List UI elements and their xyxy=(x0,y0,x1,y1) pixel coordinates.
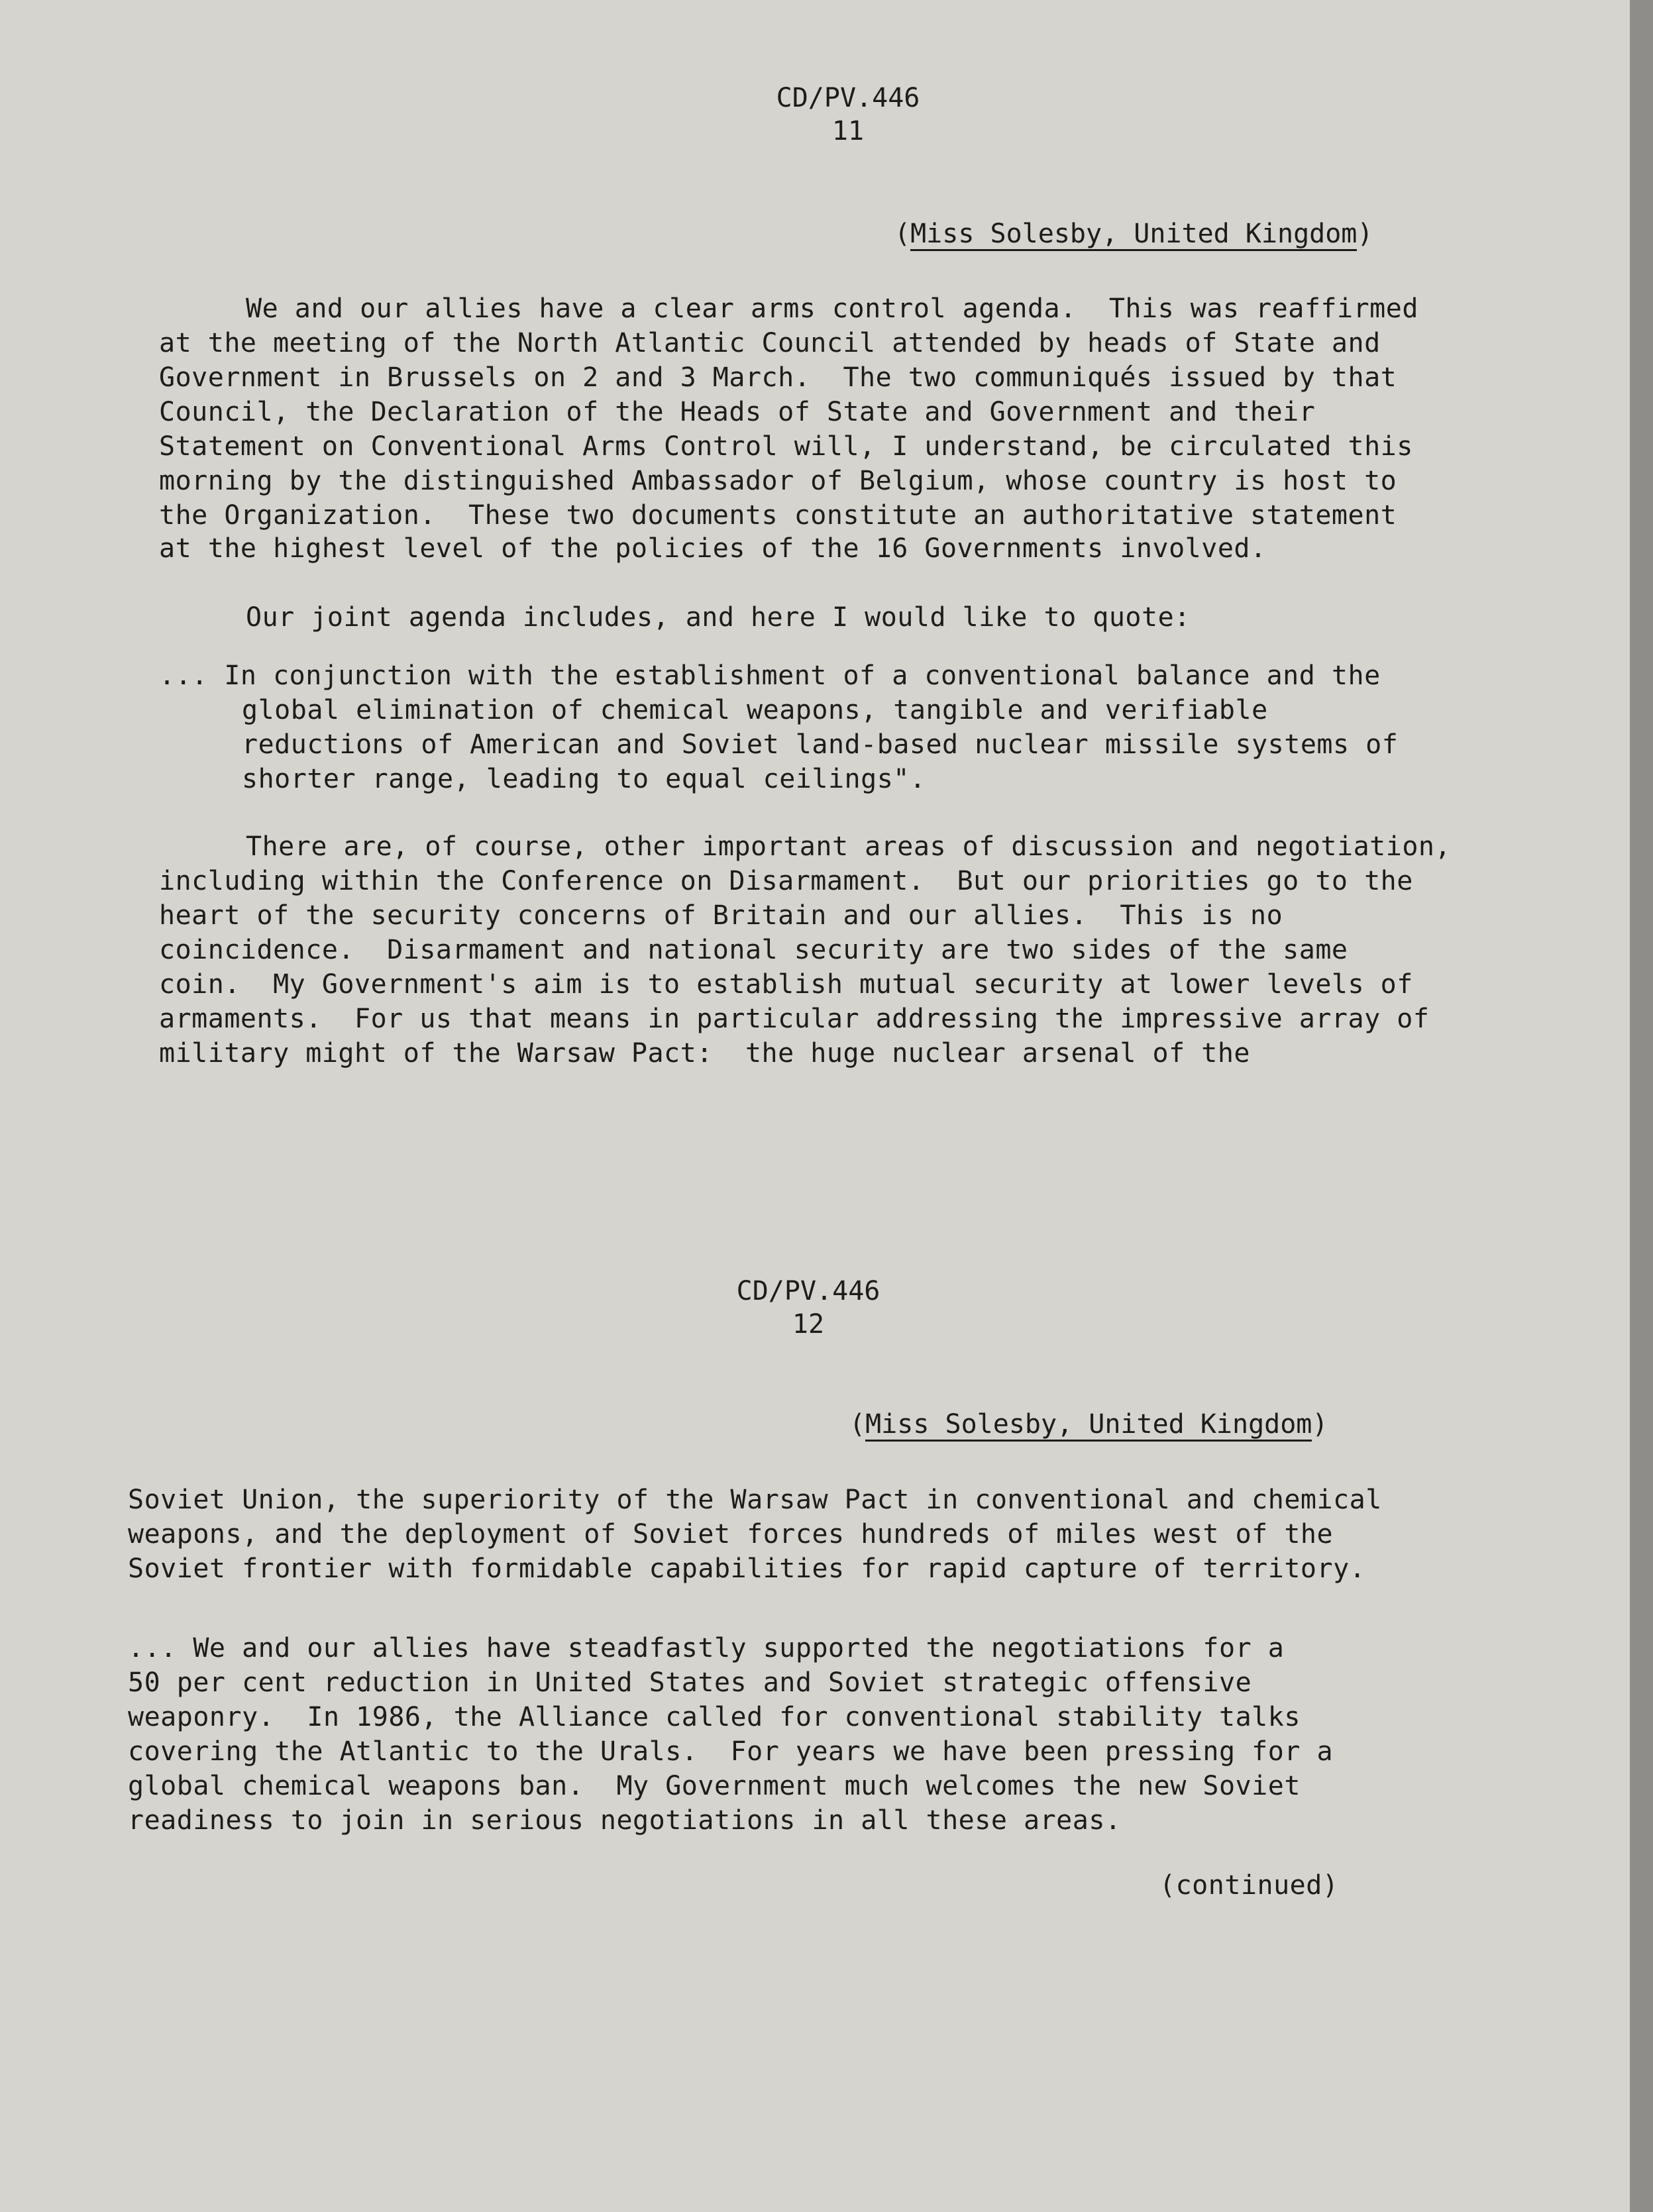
text-line: including within the Conference on Disarmament. But our priorities go to the xyxy=(159,866,1413,896)
continued-note: (continued) xyxy=(1159,1870,1339,1901)
page-number: 12 xyxy=(792,1309,825,1340)
text-line: Council, the Declaration of the Heads of State and Government and their xyxy=(159,397,1316,427)
text-line: Government in Brussels on 2 and 3 March. The two communiqués issued by that xyxy=(159,362,1397,393)
speaker-attribution: (Miss Solesby, United Kingdom) xyxy=(849,1408,1328,1441)
text-line: at the meeting of the North Atlantic Council attended by heads of State and xyxy=(159,328,1381,358)
text-line: Soviet frontier with formidable capabilities for rapid capture of territory. xyxy=(128,1554,1366,1584)
quote-line: global elimination of chemical weapons, tangible and verifiable xyxy=(242,695,1268,725)
text-line: Soviet Union, the superiority of the Warsaw Pact in conventional and chemical xyxy=(128,1485,1382,1515)
text-line: morning by the distinguished Ambassador of Belgium, whose country is host to xyxy=(159,466,1397,496)
text-line: There are, of course, other important areas of discussion and negotiation, xyxy=(246,831,1452,862)
text-line: weapons, and the deployment of Soviet forces hundreds of miles west of the xyxy=(128,1519,1334,1550)
text-line: coincidence. Disarmament and national security are two sides of the same xyxy=(159,935,1348,965)
text-line: coin. My Government's aim is to establish mutual security at lower levels of xyxy=(159,969,1413,1000)
text-line: weaponry. In 1986, the Alliance called for conventional stability talks xyxy=(128,1702,1301,1732)
text-line: global chemical weapons ban. My Government much welcomes the new Soviet xyxy=(128,1771,1301,1801)
text-line: readiness to join in serious negotiations in all these areas. xyxy=(128,1805,1122,1836)
text-line: heart of the security concerns of Britain and our allies. This is no xyxy=(159,900,1283,931)
speaker-name: Miss Solesby, United Kingdom xyxy=(910,219,1357,251)
text-line: 50 per cent reduction in United States and Soviet strategic offensive xyxy=(128,1667,1252,1698)
text-line: Statement on Conventional Arms Control will, I understand, be circulated this xyxy=(159,431,1413,462)
text-line: the Organization. These two documents constitute an authoritative statement xyxy=(159,500,1397,531)
quote-line: reductions of American and Soviet land-based nuclear missile systems of xyxy=(242,729,1399,760)
text-line: covering the Atlantic to the Urals. For years we have been pressing for a xyxy=(128,1736,1334,1767)
text-line: military might of the Warsaw Pact: the huge nuclear arsenal of the xyxy=(159,1038,1250,1069)
text-line: ... We and our allies have steadfastly supported the negotiations for a xyxy=(128,1633,1285,1663)
page-edge-shadow xyxy=(1630,0,1653,2212)
text-line: We and our allies have a clear arms control agenda. This was reaffirmed xyxy=(246,293,1418,324)
text-line: Our joint agenda includes, and here I would like to quote: xyxy=(246,602,1191,633)
page-number: 11 xyxy=(831,116,865,146)
text-line: armaments. For us that means in particular addressing the impressive array of xyxy=(159,1004,1430,1034)
quote-line: shorter range, leading to equal ceilings". xyxy=(242,764,926,794)
quote-line: ... In conjunction with the establishment of a conventional balance and the xyxy=(159,660,1381,691)
speaker-attribution: (Miss Solesby, United Kingdom) xyxy=(894,217,1373,250)
document-reference: CD/PV.446 xyxy=(776,83,920,113)
document-reference: CD/PV.446 xyxy=(736,1276,880,1306)
text-line: at the highest level of the policies of the 16 Governments involved. xyxy=(159,533,1267,564)
speaker-name: Miss Solesby, United Kingdom xyxy=(865,1409,1312,1442)
